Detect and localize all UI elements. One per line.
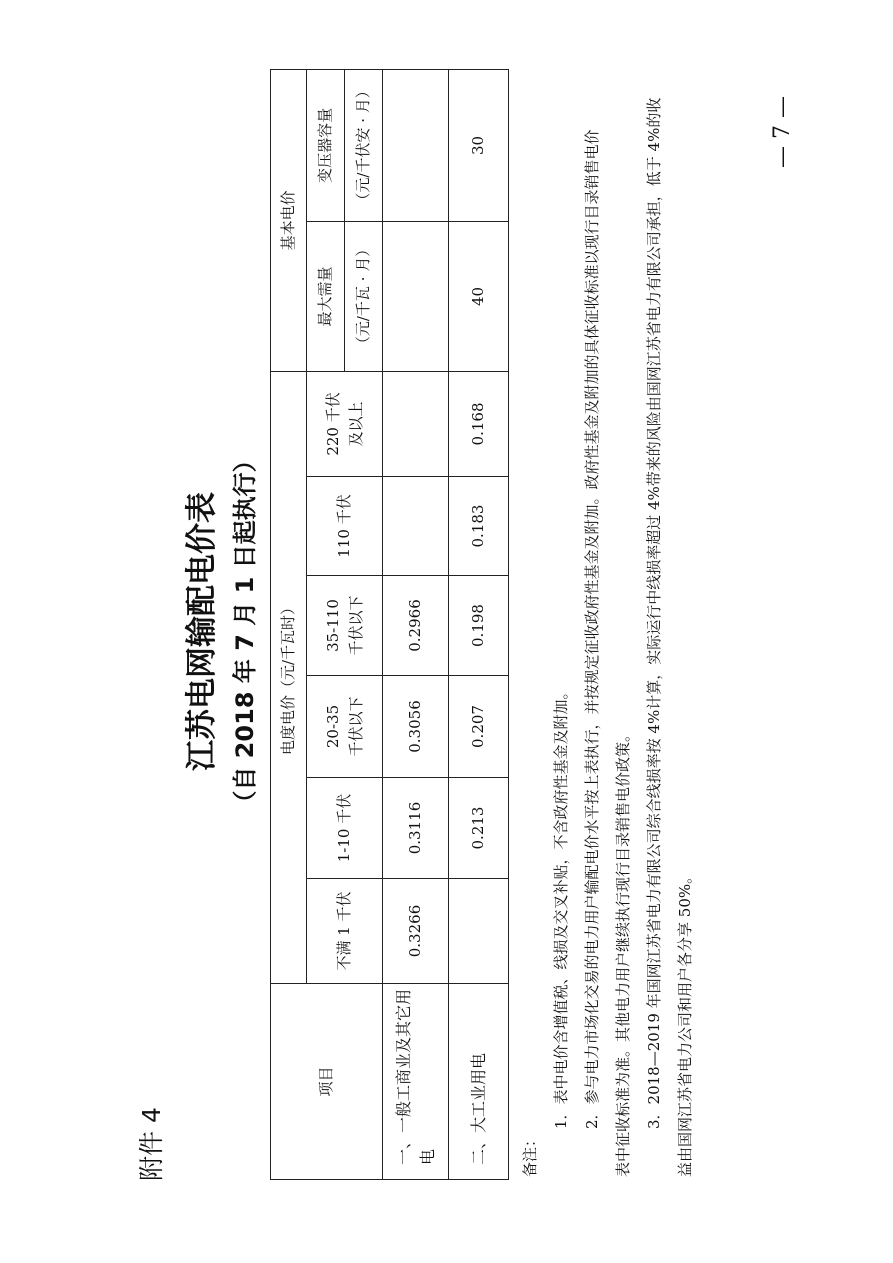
header-voltage: 不满 1 千伏	[307, 879, 383, 984]
price-cell: 0.3056	[383, 676, 449, 778]
header-transformer-capacity: 变压器容量	[307, 69, 345, 221]
price-cell	[449, 879, 509, 984]
header-item: 项目	[271, 984, 383, 1180]
notes	[515, 97, 701, 1177]
price-cell	[383, 371, 449, 476]
price-cell: 0.168	[449, 371, 509, 476]
row-label: 一、一般工商业及其它用电	[383, 984, 449, 1180]
price-cell: 40	[449, 221, 509, 371]
table-row	[449, 69, 509, 1179]
document-title: 江苏电网输配电价表	[184, 492, 220, 771]
header-basic-price: 基本电价	[271, 69, 307, 371]
header-voltage: 35-110 千伏以下	[307, 576, 383, 676]
note-3: 3．2018—2019 年国网江苏省电力有限公司综合线损率按 4%计算，实际运行中线损率超过 4%带来的风险由国网江苏省电力有限公司承担，低于 4%的收	[645, 97, 663, 1129]
header-voltage: 20-35 千伏以下	[307, 676, 383, 778]
price-cell	[383, 477, 449, 576]
note-3-continued: 益由国网江苏省电力公司和用户各分享 50%。	[676, 868, 694, 1177]
price-cell: 0.213	[449, 778, 509, 879]
header-voltage: 220 千伏 及以上	[307, 371, 383, 476]
note-1: 1．表中电价含增值税、线损及交叉补贴，不含政府性基金及附加。	[552, 684, 570, 1129]
price-cell: 0.198	[449, 576, 509, 676]
header-transformer-capacity-unit: （元/千伏安 · 月）	[345, 69, 383, 221]
page-number: — 7 —	[770, 96, 795, 168]
price-cell: 0.3266	[383, 879, 449, 984]
price-cell: 0.183	[449, 477, 509, 576]
price-cell: 0.2966	[383, 576, 449, 676]
header-voltage: 1-10 千伏	[307, 778, 383, 879]
header-energy-price: 电度电价（元/千瓦时）	[271, 371, 307, 983]
price-cell	[383, 221, 449, 371]
price-cell	[383, 69, 449, 221]
document-subtitle: （自 2018 年 7 月 1 日起执行）	[231, 448, 259, 815]
attachment-label: 附件 4	[137, 1107, 166, 1181]
header-voltage: 110 千伏	[307, 477, 383, 576]
row-label: 二、大工业用电	[449, 984, 509, 1180]
note-2: 2．参与电力市场化交易的电力用户输配电价水平按上表执行，并按规定征收政府性基金及附加。政府性基金及附加的具体征收标准以现行目录销售电价	[583, 129, 601, 1129]
header-max-demand: 最大需量	[307, 221, 345, 371]
header-max-demand-unit: （元/千瓦 · 月）	[345, 221, 383, 371]
note-2-continued: 表中征收标准为准。其他电力用户继续执行现行目录销售电价政策。	[614, 726, 632, 1177]
price-cell: 30	[449, 69, 509, 221]
notes-heading: 备注：	[521, 1131, 539, 1177]
tariff-table	[270, 69, 509, 1180]
table-row	[383, 69, 449, 1179]
price-cell: 0.207	[449, 676, 509, 778]
price-cell: 0.3116	[383, 778, 449, 879]
